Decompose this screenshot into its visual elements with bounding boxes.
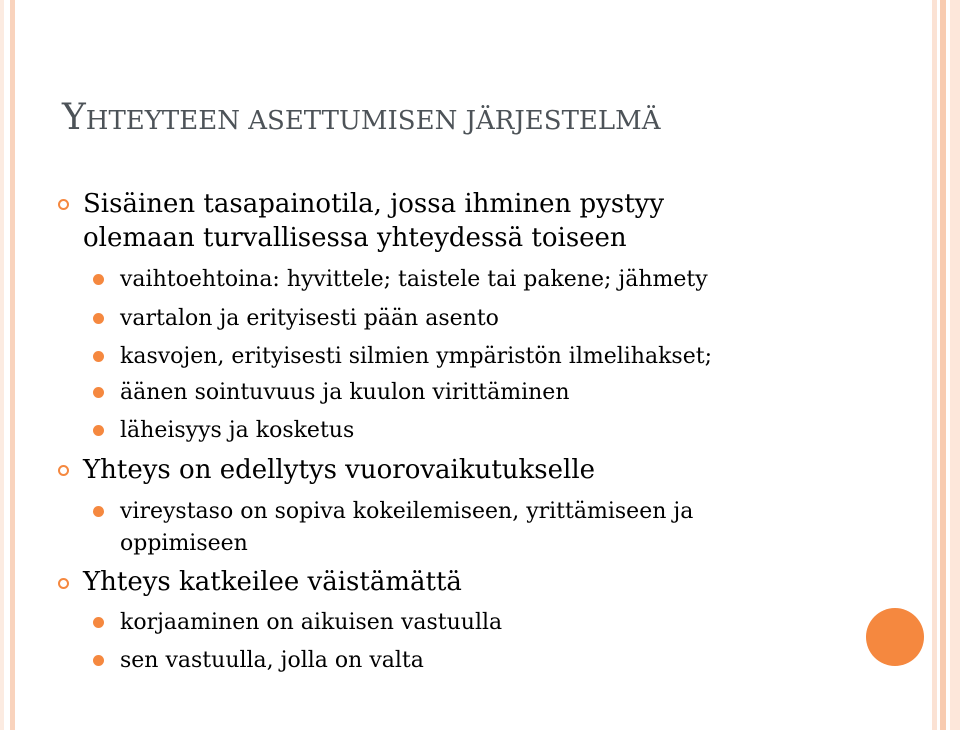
bullet-dot-icon xyxy=(93,425,104,436)
title-initial: Y xyxy=(62,97,86,138)
bullet-dot-icon xyxy=(93,313,104,324)
subitem-3-1: korjaaminen on aikuisen vastuulla xyxy=(120,610,503,635)
bullet-dot-icon xyxy=(93,387,104,398)
left-stripe-outer xyxy=(0,0,4,730)
right-stripe-3 xyxy=(950,0,960,730)
item-2-line-1: Yhteys on edellytys vuorovaikutukselle xyxy=(83,455,596,485)
item-3-line-1: Yhteys katkeilee väistämättä xyxy=(83,567,462,597)
subitem-1-3: kasvojen, erityisesti silmien ympäristön ilmelihakset; xyxy=(120,344,712,369)
subitem-2-1-line-1: vireystaso on sopiva kokeilemiseen, yrittämiseen ja xyxy=(120,499,694,524)
right-stripe-2 xyxy=(940,0,946,730)
right-stripe-1 xyxy=(932,0,937,730)
title-rest: HTEYTEEN ASETTUMISEN JÄRJESTELMÄ xyxy=(85,106,661,136)
slide-title xyxy=(62,97,661,138)
bullet-ring-icon xyxy=(58,578,69,589)
item-1-line-2: olemaan turvallisessa yhteydessä toiseen xyxy=(83,223,627,253)
subitem-2-1-line-2: oppimiseen xyxy=(120,531,248,556)
item-1-line-1: Sisäinen tasapainotila, jossa ihminen pystyy xyxy=(83,189,665,219)
bullet-ring-icon xyxy=(58,465,69,476)
left-stripe-inner xyxy=(10,0,15,730)
subitem-3-2: sen vastuulla, jolla on valta xyxy=(120,648,424,673)
bullet-dot-icon xyxy=(93,617,104,628)
bullet-dot-icon xyxy=(93,351,104,362)
accent-circle xyxy=(866,608,924,666)
bullet-ring-icon xyxy=(58,199,69,210)
subitem-1-2: vartalon ja erityisesti pään asento xyxy=(120,306,499,331)
subitem-1-5: läheisyys ja kosketus xyxy=(120,418,355,443)
bullet-dot-icon xyxy=(93,506,104,517)
subitem-1-1: vaihtoehtoina: hyvittele; taistele tai pakene; jähmety xyxy=(120,267,708,292)
bullet-dot-icon xyxy=(93,655,104,666)
bullet-dot-icon xyxy=(93,274,104,285)
subitem-1-4: äänen sointuvuus ja kuulon virittäminen xyxy=(120,380,570,405)
